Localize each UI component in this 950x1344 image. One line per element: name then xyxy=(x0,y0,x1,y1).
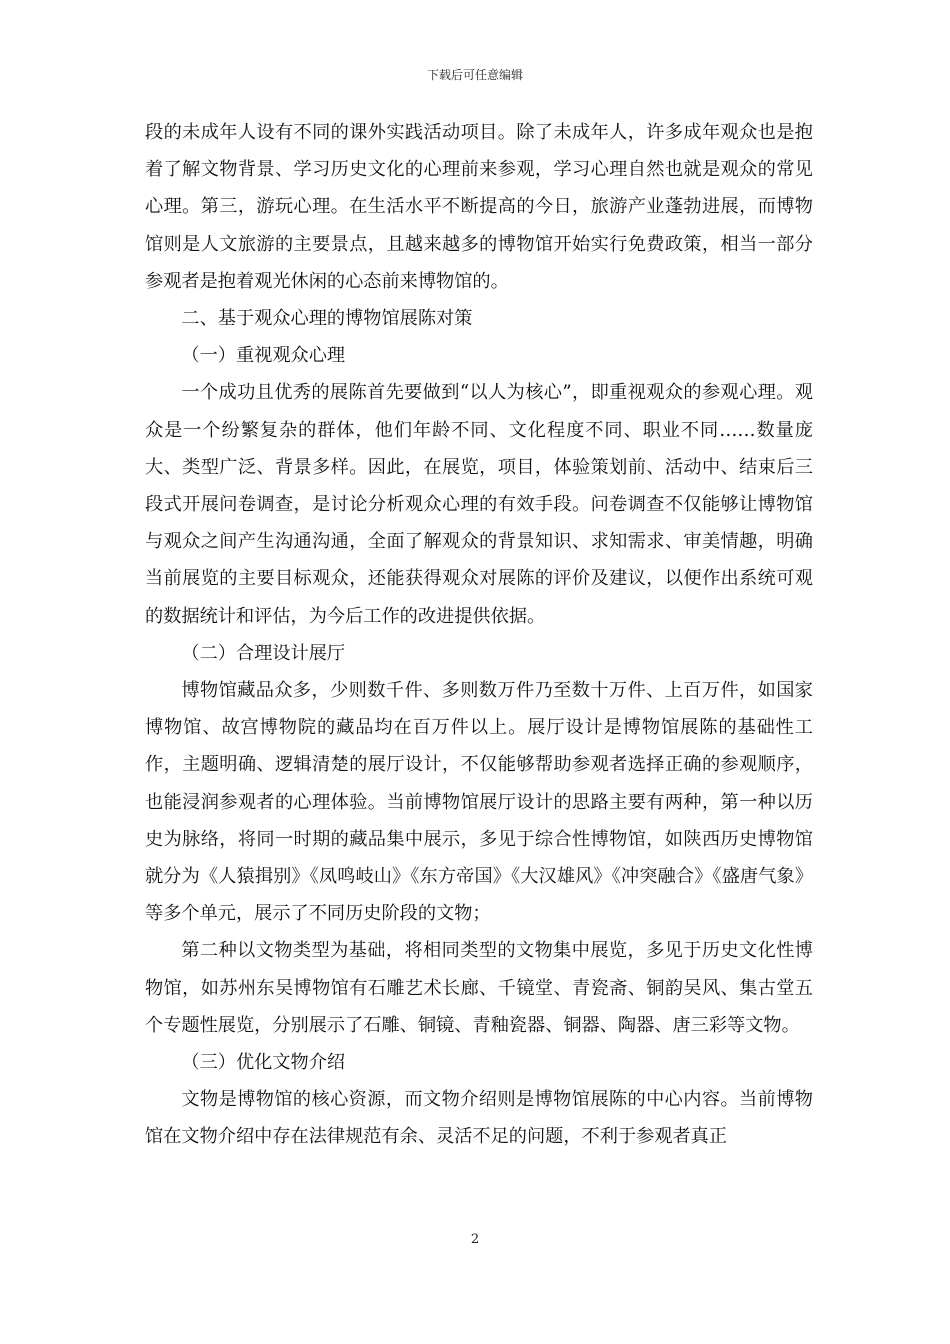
paragraph: 段的未成年人设有不同的课外实践活动项目。除了未成年人，许多成年观众也是抱着了解文物背景、学习历史文化的心理前来参观，学习心理自然也就是观众的常见心理。第三，游玩心理。在生活水平不断提高的今日，旅游产业蓬勃进展，而博物馆则是人文旅游的主要景点，且越来越多的博物馆开始实行免费政策，相当一部分参观者是抱着观光休闲的心态前来博物馆的。 xyxy=(145,122,813,292)
paragraph: 博物馆藏品众多，少则数千件、多则数万件乃至数十万件、上百万件，如国家博物馆、故宫博物院的藏品均在百万件以上。展厅设计是博物馆展陈的基础性工作，主题明确、逻辑清楚的展厅设计，不仅能够帮助参观者选择正确的参观顺序，也能浸润参观者的心理体验。当前博物馆展厅设计的思路主要有两种，第一种以历史为脉络，将同一时期的藏品集中展示，多见于综合性博物馆，如陕西历史博物馆就分为《人猿揖别》《凤鸣岐山》《东方帝国》《大汉雄风》《冲突融合》《盛唐气象》等多个单元，展示了不同历史阶段的文物； xyxy=(145,680,813,925)
paragraph: 第二种以文物类型为基础，将相同类型的文物集中展览，多见于历史文化性博物馆，如苏州东吴博物馆有石雕艺术长廊、千镜堂、青瓷斋、铜韵吴风、集古堂五个专题性展览，分别展示了石雕、铜镜、青釉瓷器、铜器、陶器、唐三彩等文物。 xyxy=(145,940,813,1036)
subsection-heading: （二）合理设计展厅 xyxy=(181,642,346,664)
page-number: 2 xyxy=(470,1232,480,1247)
paragraph: 文物是博物馆的核心资源，而文物介绍则是博物馆展陈的中心内容。当前博物馆在文物介绍中存在法律规范有余、灵活不足的问题，不利于参观者真正 xyxy=(145,1089,813,1148)
page-header: 下载后可任意编辑 xyxy=(426,68,523,82)
subsection-heading: （三）优化文物介绍 xyxy=(181,1052,346,1074)
section-heading: 二、基于观众心理的博物馆展陈对策 xyxy=(181,308,473,330)
subsection-heading: （一）重视观众心理 xyxy=(181,345,346,367)
paragraph: 一个成功且优秀的展陈首先要做到“以人为核心”，即重视观众的参观心理。观众是一个纷繁复杂的群体，他们年龄不同、文化程度不同、职业不同……数量庞大、类型广泛、背景多样。因此，在展览，项目，体验策划前、活动中、结束后三段式开展问卷调查，是讨论分析观众心理的有效手段。问卷调查不仅能够让博物馆与观众之间产生沟通沟通，全面了解观众的背景知识、求知需求、审美情趣，明确当前展览的主要目标观众，还能获得观众对展陈的评价及建议，以便作出系统可观的数据统计和评估，为今后工作的改进提供依据。 xyxy=(145,382,813,627)
document-body xyxy=(145,114,813,1156)
